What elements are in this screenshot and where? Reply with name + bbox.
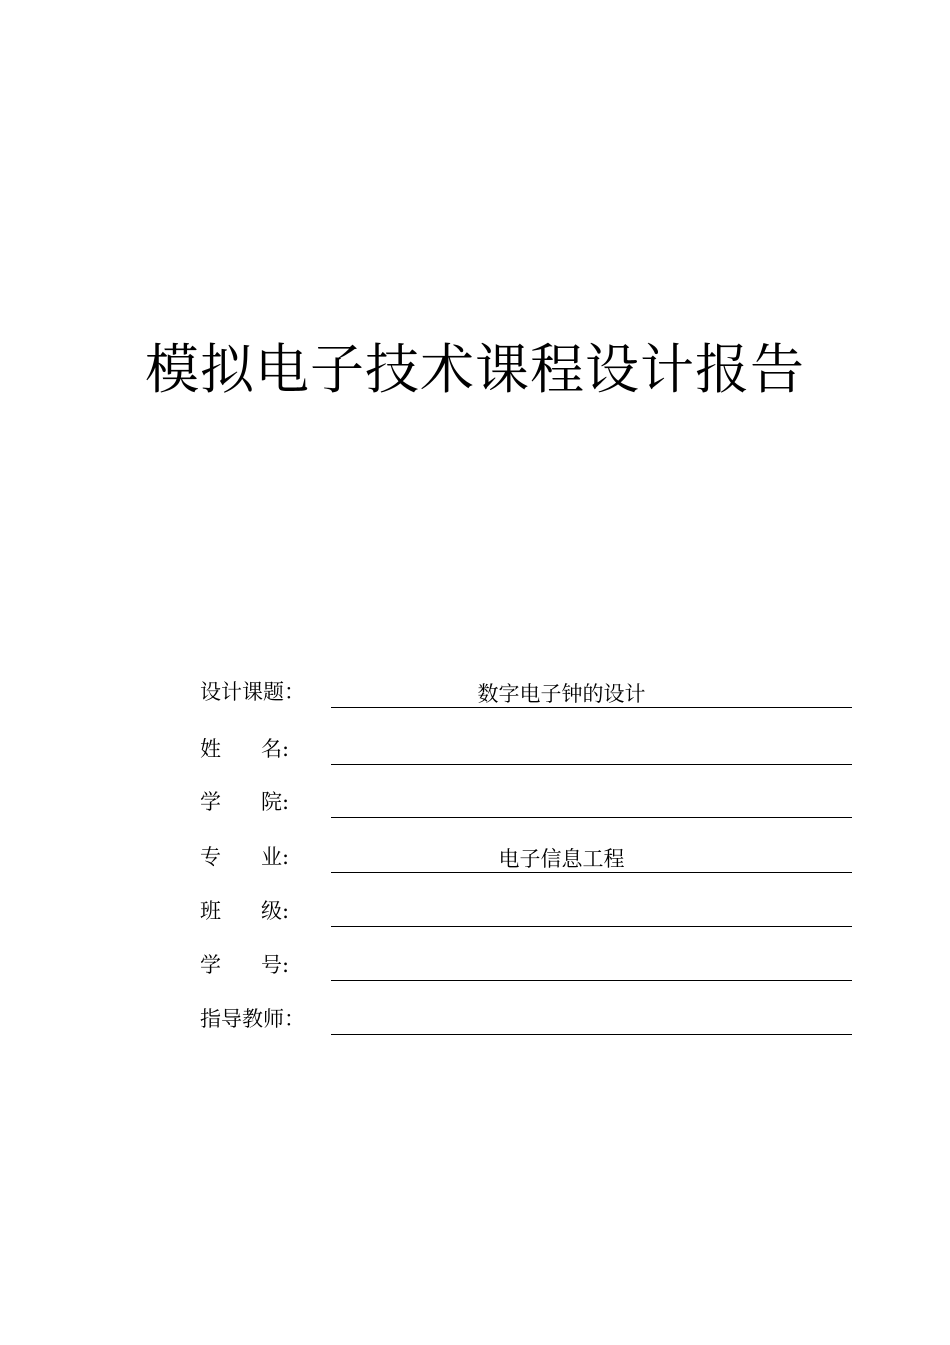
field-college <box>200 780 852 820</box>
field-value-design-topic: 数字电子钟的设计 <box>477 682 646 706</box>
field-major <box>200 835 852 875</box>
field-label-college: 学 院: <box>200 790 290 814</box>
field-label-class: 班 级: <box>200 899 290 923</box>
field-name <box>200 727 852 767</box>
report-title: 模拟电子技术课程设计报告 <box>145 338 805 401</box>
underline <box>331 926 852 927</box>
underline <box>331 817 852 818</box>
underline <box>331 764 852 765</box>
underline <box>331 1034 852 1035</box>
field-student-id <box>200 943 852 983</box>
underline <box>331 980 852 981</box>
field-value-major: 电子信息工程 <box>498 847 625 871</box>
field-advisor <box>200 997 852 1037</box>
field-label-major: 专 业: <box>200 845 290 869</box>
field-label-name: 姓 名: <box>200 737 290 761</box>
field-class <box>200 889 852 929</box>
field-label-student-id: 学 号: <box>200 953 290 977</box>
field-design-topic <box>200 670 852 710</box>
field-label-design-topic: 设计课题： <box>200 680 305 704</box>
field-label-advisor: 指导教师： <box>200 1007 305 1031</box>
